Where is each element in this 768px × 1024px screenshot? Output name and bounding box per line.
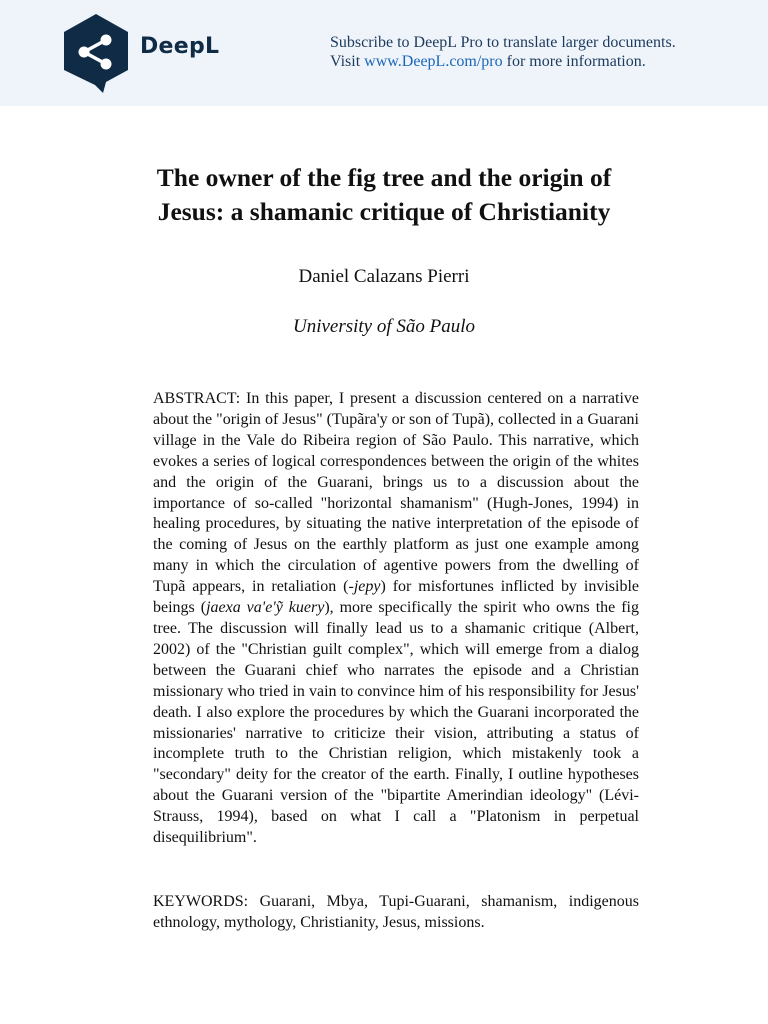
subscribe-line: Subscribe to DeepL Pro to translate larger documents. [330, 34, 676, 51]
title-line-1: The owner of the fig tree and the origin of [156, 163, 612, 192]
deepl-pro-link[interactable]: www.DeepL.com/pro [364, 53, 503, 70]
paper-title [120, 161, 648, 229]
abstract-text-3: ), more specifically the spirit who owns the fig tree. The discussion will finally lead us to a shamanic critique (Albert, 2002) of the "Christian guilt complex", which will emerge from a dialog between the Guarani chief who narrates the episode and a Christian missionary who tried in vain to convince him of his responsibility for Jesus' death. I also explore the procedures by which the Guarani incorporated the missionaries' narrative to criticize their vision, attributing a status of incomplete truth to the Christian religion, which mistakenly took a "secondary" deity for the creator of the earth. Finally, I outline hypotheses about the Guarani version of the "bipartite Amerindian ideology" (Lévi-Strauss, 1994), based on what I call a "Platonism in perpetual disequilibrium". [153, 599, 639, 847]
deepl-banner [0, 0, 768, 106]
abstract-italic-beings: jaexa va'e'ỹ kuery [206, 599, 325, 617]
visit-line [330, 52, 676, 71]
author-name: Daniel Calazans Pierri [298, 266, 470, 287]
abstract-italic-jepy: -jepy [348, 578, 381, 596]
abstract-paragraph [153, 389, 639, 849]
abstract-text-1: ABSTRACT: In this paper, I present a discussion centered on a narrative about the "origin of Jesus" (Tupãra'y or son of Tupã), collected in a Guarani village in the Vale do Ribeira region of São Paulo. This narrative, which evokes a series of logical correspondences between the origin of the whites and the origin of the Guarani, brings us to a discussion about the importance of so-called "horizontal shamanism" (Hugh-Jones, 1994) in healing procedures, by situating the native interpretation of the episode of the coming of Jesus on the earthly platform as just one example among many in which the circulation of agentive powers from the dwelling of Tupã appears, in retaliation ( [153, 390, 639, 596]
abstract-text-2: ) for misfortunes inflicted by invisible beings ( [153, 578, 640, 617]
title-line-2: Jesus: a shamanic critique of Christianity [157, 197, 611, 226]
visit-suffix: for more information. [502, 53, 646, 70]
subscribe-notice [330, 33, 676, 71]
keywords-paragraph: KEYWORDS: Guarani, Mbya, Tupi-Guarani, shamanism, indigenous ethnology, mythology, Christianity, Jesus, missions. [153, 893, 639, 931]
visit-prefix: Visit [330, 53, 365, 70]
deepl-brand-name: DeepL [140, 34, 220, 59]
deepl-logo-icon[interactable] [62, 13, 130, 95]
author-affiliation: University of São Paulo [292, 316, 476, 337]
